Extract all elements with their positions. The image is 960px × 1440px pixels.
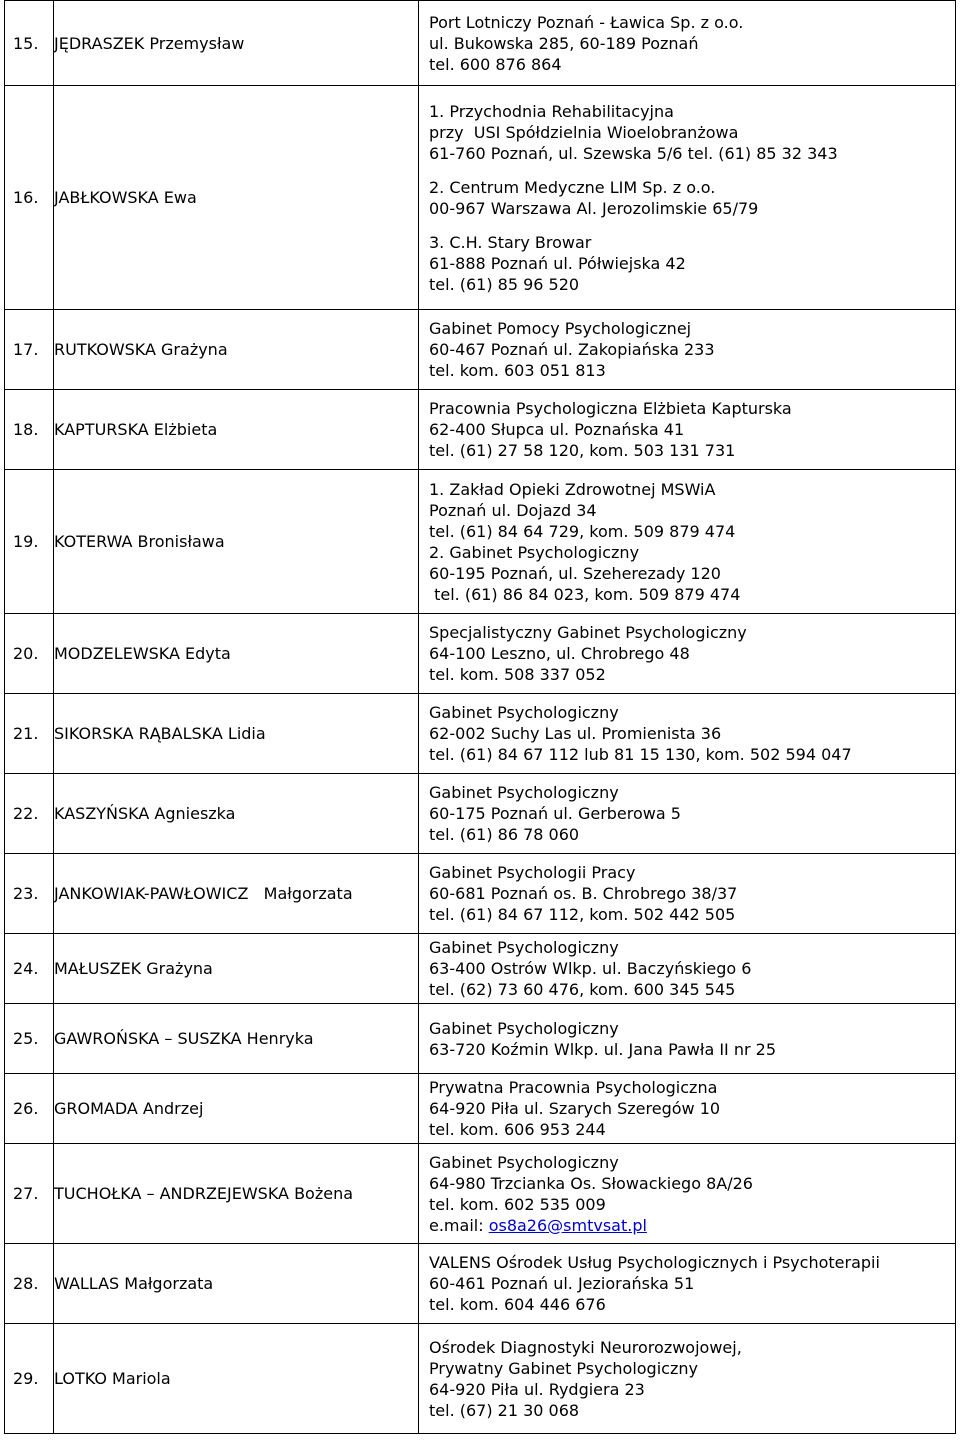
table-row	[5, 1324, 956, 1434]
address-line: tel. kom. 603 051 813	[429, 361, 606, 380]
address-line: 60-681 Poznań os. B. Chrobrego 38/37	[429, 884, 738, 903]
address-line: 1. Zakład Opieki Zdrowotnej MSWiA	[429, 479, 716, 499]
address-block	[429, 1337, 955, 1421]
address-block	[429, 398, 955, 461]
address-line: Specjalistyczny Gabinet Psychologiczny	[429, 623, 747, 642]
address-block	[429, 177, 955, 219]
address-block	[429, 937, 955, 1000]
directory-rows	[5, 1, 956, 1434]
address-block	[429, 12, 955, 75]
table-row	[5, 1144, 956, 1244]
email-link[interactable]: os8a26@smtvsat.pl	[488, 1215, 647, 1235]
workplace-info	[419, 1144, 956, 1244]
table-row	[5, 774, 956, 854]
workplace-info	[419, 614, 956, 694]
address-line: Prywatny Gabinet Psychologiczny	[429, 1358, 698, 1378]
address-line: 60-175 Poznań ul. Gerberowa 5	[429, 804, 681, 823]
address-line: tel. (67) 21 30 068	[429, 1400, 580, 1420]
address-block	[429, 1252, 955, 1315]
workplace-info	[419, 1, 956, 86]
workplace-info	[419, 694, 956, 774]
table-row	[5, 86, 956, 310]
address-line: tel. (61) 84 67 112, kom. 502 442 505	[429, 905, 736, 924]
person-name: KAPTURSKA Elżbieta	[54, 390, 419, 470]
entry-number: 18.	[5, 390, 54, 470]
address-line: tel. (61) 85 96 520	[429, 274, 580, 294]
person-name: WALLAS Małgorzata	[54, 1244, 419, 1324]
address-line: Port Lotniczy Poznań - Ławica Sp. z o.o.	[429, 12, 744, 32]
address-line: Gabinet Psychologiczny	[429, 1152, 619, 1172]
address-line: 60-461 Poznań ul. Jeziorańska 51	[429, 1274, 695, 1293]
address-block	[429, 782, 955, 845]
address-line: Pracownia Psychologiczna Elżbieta Kapturska	[429, 399, 792, 418]
address-line: tel. kom. 606 953 244	[429, 1120, 606, 1139]
address-block	[429, 479, 955, 605]
address-line: VALENS Ośrodek Usług Psychologicznych i Psychoterapii	[429, 1253, 880, 1272]
address-block	[429, 1077, 955, 1140]
address-block	[429, 862, 955, 925]
workplace-info	[419, 390, 956, 470]
address-line: 3. C.H. Stary Browar	[429, 232, 592, 252]
address-line: 64-980 Trzcianka Os. Słowackiego 8A/26	[429, 1173, 753, 1193]
address-line: 2. Centrum Medyczne LIM Sp. z o.o.	[429, 177, 716, 197]
email-label: e.mail:	[429, 1215, 489, 1235]
person-name: JĘDRASZEK Przemysław	[54, 1, 419, 86]
address-block	[429, 232, 955, 295]
entry-number: 24.	[5, 934, 54, 1004]
person-name: JABŁKOWSKA Ewa	[54, 86, 419, 310]
directory-table	[4, 0, 956, 1434]
address-line: tel. (61) 86 84 023, kom. 509 879 474	[429, 584, 741, 604]
address-line: Gabinet Psychologiczny	[429, 938, 619, 957]
address-line: 64-920 Piła ul. Rydgiera 23	[429, 1379, 645, 1399]
address-line: tel. kom. 604 446 676	[429, 1295, 606, 1314]
entry-number: 21.	[5, 694, 54, 774]
entry-number: 29.	[5, 1324, 54, 1434]
address-line: tel. kom. 602 535 009	[429, 1194, 606, 1214]
entry-number: 23.	[5, 854, 54, 934]
workplace-info	[419, 1074, 956, 1144]
address-line: ul. Bukowska 285, 60-189 Poznań	[429, 33, 699, 53]
table-row	[5, 470, 956, 614]
person-name: RUTKOWSKA Grażyna	[54, 310, 419, 390]
email-line	[429, 1215, 955, 1236]
address-line: tel. 600 876 864	[429, 54, 562, 74]
table-row	[5, 1, 956, 86]
address-line: tel. (61) 84 67 112 lub 81 15 130, kom. 502 594 047	[429, 745, 852, 764]
workplace-info	[419, 1004, 956, 1074]
table-row	[5, 934, 956, 1004]
address-line: 61-760 Poznań, ul. Szewska 5/6 tel. (61) 85 32 343	[429, 143, 838, 163]
person-name: KOTERWA Bronisława	[54, 470, 419, 614]
workplace-info	[419, 1244, 956, 1324]
workplace-info	[419, 934, 956, 1004]
entry-number: 20.	[5, 614, 54, 694]
address-block	[429, 318, 955, 381]
address-line: tel. (61) 86 78 060	[429, 825, 580, 844]
address-line: tel. (61) 27 58 120, kom. 503 131 731	[429, 441, 736, 460]
address-line: Gabinet Pomocy Psychologicznej	[429, 319, 692, 338]
address-line: 00-967 Warszawa Al. Jerozolimskie 65/79	[429, 198, 759, 218]
address-block	[429, 622, 955, 685]
table-row	[5, 1004, 956, 1074]
person-name: GAWROŃSKA – SUSZKA Henryka	[54, 1004, 419, 1074]
address-line: Poznań ul. Dojazd 34	[429, 500, 597, 520]
address-block	[429, 702, 955, 765]
address-line: 64-920 Piła ul. Szarych Szeregów 10	[429, 1099, 721, 1118]
address-line: 2. Gabinet Psychologiczny	[429, 542, 640, 562]
address-line: 63-720 Koźmin Wlkp. ul. Jana Pawła II nr 25	[429, 1039, 777, 1059]
address-block	[429, 101, 955, 164]
table-row	[5, 694, 956, 774]
person-name: MODZELEWSKA Edyta	[54, 614, 419, 694]
person-name: KASZYŃSKA Agnieszka	[54, 774, 419, 854]
entry-number: 25.	[5, 1004, 54, 1074]
person-name: SIKORSKA RĄBALSKA Lidia	[54, 694, 419, 774]
address-line: 62-400 Słupca ul. Poznańska 41	[429, 420, 685, 439]
address-block	[429, 1152, 955, 1236]
entry-number: 16.	[5, 86, 54, 310]
address-line: 60-467 Poznań ul. Zakopiańska 233	[429, 340, 715, 359]
workplace-info	[419, 470, 956, 614]
workplace-info	[419, 86, 956, 310]
table-row	[5, 854, 956, 934]
address-block	[429, 1018, 955, 1060]
entry-number: 22.	[5, 774, 54, 854]
person-name: MAŁUSZEK Grażyna	[54, 934, 419, 1004]
address-line: 61-888 Poznań ul. Półwiejska 42	[429, 253, 686, 273]
address-line: Gabinet Psychologii Pracy	[429, 863, 636, 882]
address-line: 64-100 Leszno, ul. Chrobrego 48	[429, 644, 690, 663]
entry-number: 15.	[5, 1, 54, 86]
address-line: tel. kom. 508 337 052	[429, 665, 606, 684]
address-line: Gabinet Psychologiczny	[429, 1018, 619, 1038]
entry-number: 19.	[5, 470, 54, 614]
address-line: Prywatna Pracownia Psychologiczna	[429, 1078, 718, 1097]
address-line: przy USI Spółdzielnia Wioelobranżowa	[429, 122, 739, 142]
table-row	[5, 1074, 956, 1144]
person-name: JANKOWIAK-PAWŁOWICZ Małgorzata	[54, 854, 419, 934]
entry-number: 17.	[5, 310, 54, 390]
address-line: 60-195 Poznań, ul. Szeherezady 120	[429, 563, 721, 583]
address-line: tel. (61) 84 64 729, kom. 509 879 474	[429, 521, 736, 541]
address-line: tel. (62) 73 60 476, kom. 600 345 545	[429, 980, 736, 999]
workplace-info	[419, 774, 956, 854]
entry-number: 28.	[5, 1244, 54, 1324]
table-row	[5, 614, 956, 694]
workplace-info	[419, 310, 956, 390]
person-name: LOTKO Mariola	[54, 1324, 419, 1434]
workplace-info	[419, 1324, 956, 1434]
table-row	[5, 390, 956, 470]
person-name: TUCHOŁKA – ANDRZEJEWSKA Bożena	[54, 1144, 419, 1244]
workplace-info	[419, 854, 956, 934]
table-row	[5, 310, 956, 390]
address-line: 63-400 Ostrów Wlkp. ul. Baczyńskiego 6	[429, 959, 752, 978]
person-name: GROMADA Andrzej	[54, 1074, 419, 1144]
address-line: 1. Przychodnia Rehabilitacyjna	[429, 101, 674, 121]
table-row	[5, 1244, 956, 1324]
entry-number: 26.	[5, 1074, 54, 1144]
address-line: Gabinet Psychologiczny	[429, 783, 619, 802]
address-line: 62-002 Suchy Las ul. Promienista 36	[429, 724, 722, 743]
address-line: Gabinet Psychologiczny	[429, 703, 619, 722]
address-line: Ośrodek Diagnostyki Neurorozwojowej,	[429, 1337, 742, 1357]
entry-number: 27.	[5, 1144, 54, 1244]
